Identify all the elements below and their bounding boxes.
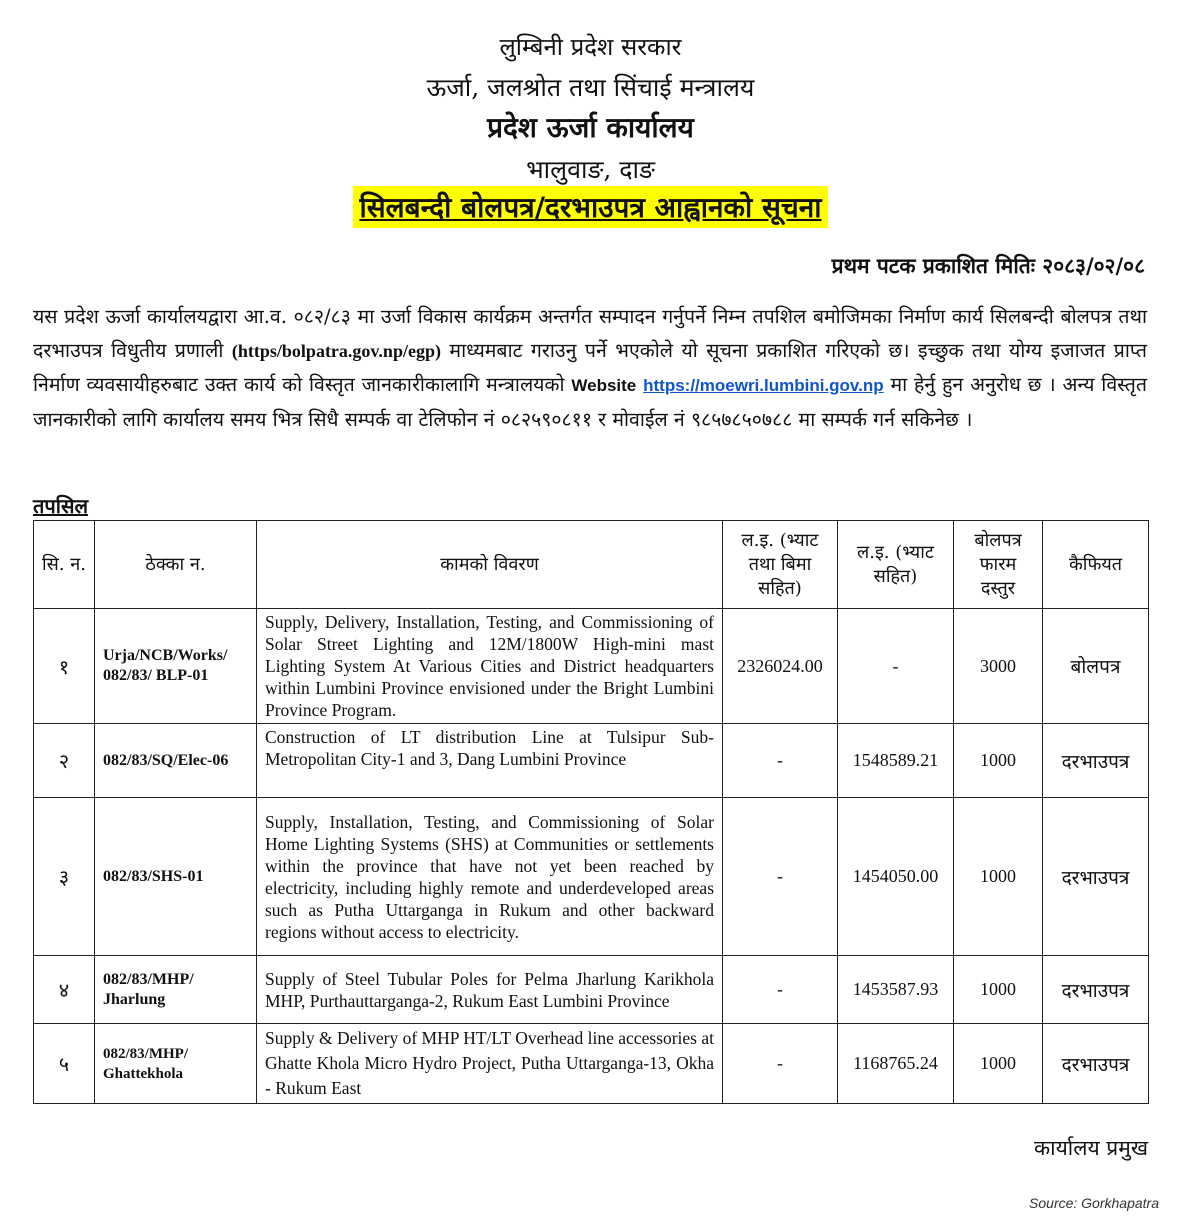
header-serial: सि. न. bbox=[34, 521, 95, 609]
cell-contract-number: 082/83/MHP/ Jharlung bbox=[95, 956, 257, 1024]
cell-cost-with-vat: 1168765.24 bbox=[838, 1024, 954, 1104]
table-row bbox=[34, 956, 1149, 1024]
notice-text-part1: यस प्रदेश ऊर्जा कार्यालयद्वारा आ.व. ०८२/८३ मा उर्जा विकास कार्यक्रम अन्तर्गत सम्पादन गर्नुपर्ने निम्न तपशिल बमोजिमका निर्माण कार्य सिलबन्दी बोलपत्र तथा दरभाउपत्र विधुतीय प्रणाली bbox=[33, 305, 1147, 362]
notice-title-wrap bbox=[0, 186, 1181, 228]
notice-text-part2: माध्यमबाट गराउनु पर्ने भएकोले यो सूचना प्रकाशित गरिएको छ। इच्छुक तथा योग्य इजाजत प्राप्त निर्माण व्यवसायीहरुबाट उक्त कार्य को विस्तृत जानकारीकालागि मन्त्रालयको bbox=[33, 339, 1148, 396]
office-name: प्रदेश ऊर्जा कार्यालय bbox=[487, 111, 694, 144]
cell-cost-with-vat: - bbox=[838, 609, 954, 724]
source-credit: Source: Gorkhapatra bbox=[1029, 1195, 1159, 1211]
cell-serial: ३ bbox=[34, 798, 95, 956]
cell-form-fee: 1000 bbox=[954, 1024, 1043, 1104]
notice-body bbox=[33, 300, 1147, 437]
table-row bbox=[34, 798, 1149, 956]
office-chief-signature: कार्यालय प्रमुख bbox=[1034, 1136, 1148, 1160]
cell-serial: १ bbox=[34, 609, 95, 724]
ministry-name: ऊर्जा, जलश्रोत तथा सिंचाई मन्त्रालय bbox=[426, 73, 755, 102]
cell-form-fee: 1000 bbox=[954, 724, 1043, 798]
notice-title: सिलबन्दी बोलपत्र/दरभाउपत्र आह्वानको सूचना bbox=[353, 186, 827, 228]
table-row bbox=[34, 1024, 1149, 1104]
website-label: Website bbox=[571, 376, 637, 395]
cell-remarks: दरभाउपत्र bbox=[1043, 798, 1149, 956]
cell-contract-number: Urja/NCB/Works/ 082/83/ BLP-01 bbox=[95, 609, 257, 724]
table-header-row bbox=[34, 521, 1149, 609]
cell-cost-with-vat-insurance: - bbox=[723, 724, 838, 798]
cell-remarks: दरभाउपत्र bbox=[1043, 1024, 1149, 1104]
cell-cost-with-vat: 1548589.21 bbox=[838, 724, 954, 798]
cell-form-fee: 1000 bbox=[954, 956, 1043, 1024]
office-location: भालुवाङ, दाङ bbox=[526, 155, 655, 184]
cell-form-fee: 1000 bbox=[954, 798, 1043, 956]
header-contract-number: ठेक्का न. bbox=[95, 521, 257, 609]
cell-cost-with-vat-insurance: - bbox=[723, 798, 838, 956]
cell-contract-number: 082/83/SHS-01 bbox=[95, 798, 257, 956]
cell-remarks: बोलपत्र bbox=[1043, 609, 1149, 724]
cell-serial: ५ bbox=[34, 1024, 95, 1104]
cell-serial: ४ bbox=[34, 956, 95, 1024]
notice-text-part3: मा हेर्नु हुन अनुरोध छ । अन्य विस्तृत जानकारीको लागि कार्यालय समय भित्र सिधै सम्पर्क वा टेलिफोन नं ०८२५९०८११ र मोवाईल नं ९८५७८५०७८८ मा सम्पर्क गर्न सकिनेछ । bbox=[33, 373, 1147, 431]
cell-work-description: Supply & Delivery of MHP HT/LT Overhead line accessories at Ghatte Khola Micro Hydro Project, Putha Uttarganga-13, Okha - Rukum East bbox=[257, 1024, 723, 1104]
egp-reference: (https/bolpatra.gov.np/egp) bbox=[231, 341, 441, 361]
cell-work-description: Supply of Steel Tubular Poles for Pelma Jharlung Karikhola MHP, Purthauttarganga-2, Rukum East Lumbini Province bbox=[257, 956, 723, 1024]
header-remarks: कैफियत bbox=[1043, 521, 1149, 609]
cell-cost-with-vat-insurance: 2326024.00 bbox=[723, 609, 838, 724]
schedule-heading: तपसिल bbox=[33, 494, 89, 518]
cell-cost-with-vat-insurance: - bbox=[723, 1024, 838, 1104]
cell-cost-with-vat: 1453587.93 bbox=[838, 956, 954, 1024]
cell-cost-with-vat-insurance: - bbox=[723, 956, 838, 1024]
cell-serial: २ bbox=[34, 724, 95, 798]
publication-date: प्रथम पटक प्रकाशित मितिः २०८३/०२/०८ bbox=[831, 253, 1145, 278]
header-cost-with-vat: ल.इ. (भ्याट सहित) bbox=[838, 521, 954, 609]
cell-work-description: Supply, Installation, Testing, and Commissioning of Solar Home Lighting Systems (SHS) at Communities or settlements within the province that have not yet been reached by electricity, including highly remote and underdeveloped areas such as Putha Uttarganga in Rukum and other backward regions without access to electricity. bbox=[257, 798, 723, 956]
works-table bbox=[33, 520, 1149, 1104]
header-work-description: कामको विवरण bbox=[257, 521, 723, 609]
cell-contract-number: 082/83/MHP/ Ghattekhola bbox=[95, 1024, 257, 1104]
table-row bbox=[34, 724, 1149, 798]
header-form-fee: बोलपत्र फारम दस्तुर bbox=[954, 521, 1043, 609]
cell-work-description: Construction of LT distribution Line at Tulsipur Sub-Metropolitan City-1 and 3, Dang Lumbini Province bbox=[257, 724, 723, 798]
website-link[interactable]: https://moewri.lumbini.gov.np bbox=[643, 376, 884, 395]
header-cost-with-vat-insurance: ल.इ. (भ्याट तथा बिमा सहित) bbox=[723, 521, 838, 609]
government-name: लुम्बिनी प्रदेश सरकार bbox=[499, 33, 682, 61]
cell-work-description: Supply, Delivery, Installation, Testing, and Commissioning of Solar Street Lighting and 12M/1800W High-mini mast Lighting System At Various Cities and District headquarters within Lumbini Province envisioned under the Bright Lumbini Province Program. bbox=[257, 609, 723, 724]
cell-remarks: दरभाउपत्र bbox=[1043, 724, 1149, 798]
cell-cost-with-vat: 1454050.00 bbox=[838, 798, 954, 956]
cell-remarks: दरभाउपत्र bbox=[1043, 956, 1149, 1024]
table-row bbox=[34, 609, 1149, 724]
cell-contract-number: 082/83/SQ/Elec-06 bbox=[95, 724, 257, 798]
cell-form-fee: 3000 bbox=[954, 609, 1043, 724]
